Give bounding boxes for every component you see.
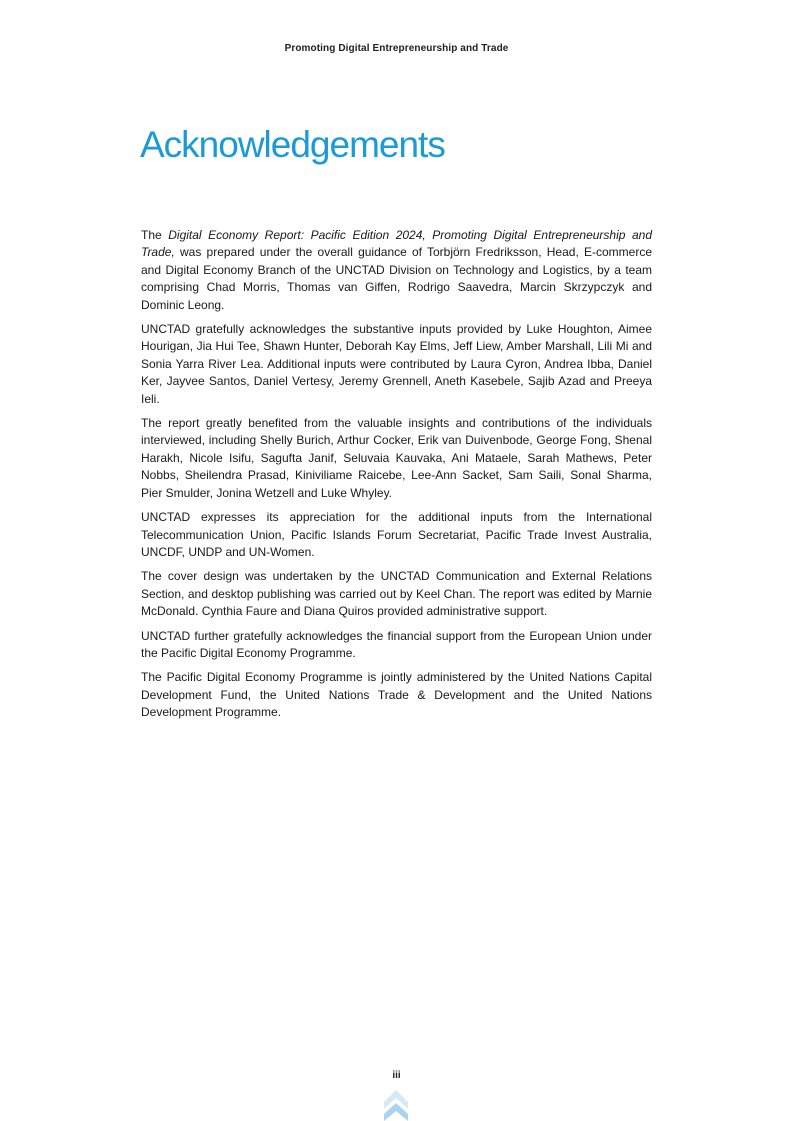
paragraph-3: The report greatly benefited from the valuable insights and contributions of the individuals interviewed, including Shelly Burich, Arthur Cocker, Erik van Duivenbode, George Fong, Shenal Harakh, Nicole Isifu, Sagufta Janif, Seluvaia Kauvaka, Ani Mataele, Sarah Mathews, Peter Nobbs, Sheilendra Prasad, Kiniviliame Raicebe, Lee-Ann Sacket, Sam Saili, Sonal Sharma, Pier Smulder, Jonina Wetzell and Luke Whyley. [141, 416, 652, 500]
chevron-up-icon [383, 1089, 409, 1121]
paragraph-1 [141, 227, 652, 314]
paragraph-4: UNCTAD expresses its appreciation for the additional inputs from the International Telecommunication Union, Pacific Islands Forum Secretariat, Pacific Trade Invest Australia, UNCDF, UNDP and UN-Women. [141, 510, 652, 559]
running-header: Promoting Digital Entrepreneurship and Trade [284, 43, 509, 54]
body-text [141, 227, 652, 729]
paragraph-5: The cover design was undertaken by the UNCTAD Communication and External Relations Section, and desktop publishing was carried out by Keel Chan. The report was edited by Marnie McDonald. Cynthia Faure and Diana Quiros provided administrative support. [141, 569, 652, 619]
report-title-italic: Digital Economy Report: Pacific Edition 2024, Promoting Digital Entrepreneurship and Trade, [141, 228, 653, 260]
page-number: iii [392, 1070, 401, 1081]
paragraph-2: UNCTAD gratefully acknowledges the substantive inputs provided by Luke Houghton, Aimee Hourigan, Jia Hui Tee, Shawn Hunter, Deborah Kay Elms, Jeff Liew, Amber Marshall, Lili Mi and Sonia Yarra River Lea. Additional inputs were contributed by Laura Cyron, Andrea Ibba, Daniel Ker, Jayvee Santos, Daniel Vertesy, Jeremy Grennell, Aneth Kasebele, Sajib Azad and Preeya Ieli. [141, 322, 652, 406]
paragraph-1-rest: was prepared under the overall guidance of Torbjörn Fredriksson, Head, E-commerce and Digital Economy Branch of the UNCTAD Division on Technology and Logistics, by a team comprising Chad Morris, Thomas van Giffen, Rodrigo Saavedra, Marcin Skrzypczyk and Dominic Leong. [141, 245, 652, 312]
paragraph-7: The Pacific Digital Economy Programme is jointly administered by the United Nations Capital Development Fund, the United Nations Trade & Development and the United Nations Development Programme. [141, 670, 652, 720]
paragraph-1-prefix: The [141, 228, 169, 242]
paragraph-6: UNCTAD further gratefully acknowledges the financial support from the European Union under the Pacific Digital Economy Programme. [141, 628, 652, 660]
page-title: Acknowledgements [140, 124, 445, 165]
